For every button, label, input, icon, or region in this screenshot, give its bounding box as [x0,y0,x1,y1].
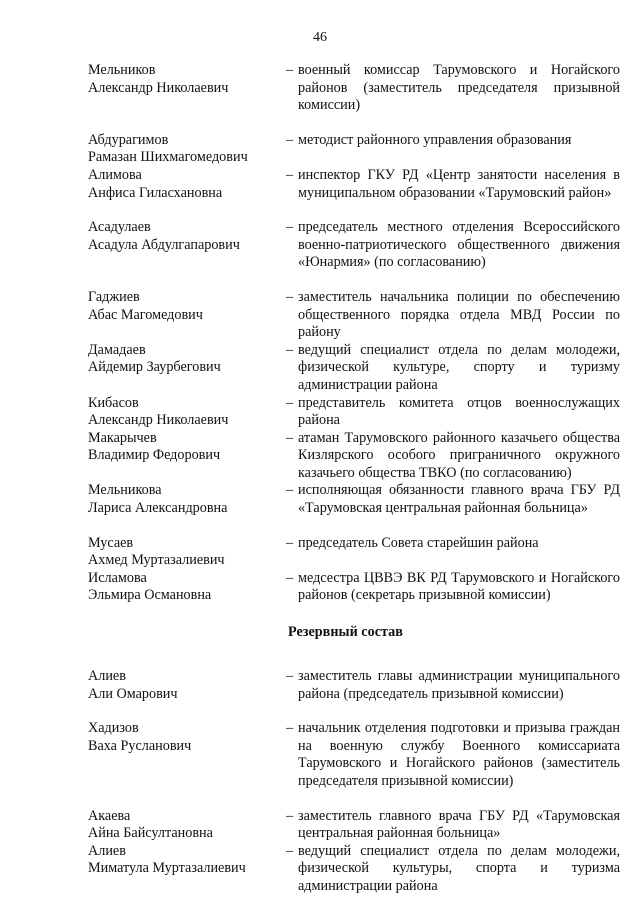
member-surname: Асадулаев [88,219,151,236]
dash: – [286,429,294,446]
member-role [286,167,620,202]
dash: – [286,62,294,78]
member-role [286,535,620,570]
member-role-text: инспектор ГКУ РД «Центр занятости населения в муниципальном образовании «Тарумовский район» [298,166,620,201]
dash: – [286,288,294,305]
dash: – [286,569,294,586]
list-item [0,535,640,570]
member-role-text: военный комиссар Тарумовского и Ногайского районов (заместитель председателя призывной комиссии) [298,62,620,114]
member-surname: Абдурагимов [88,131,169,148]
member-surname: Гаджиев [88,288,140,305]
member-surname: Мельников [88,62,156,78]
list-item [0,720,640,790]
member-given-name: Владимир Федорович [88,447,221,464]
member-given-name: Ваха Русланович [88,737,192,754]
dash: – [286,394,294,411]
member-role [286,720,620,790]
member-surname: Кибасов [88,394,139,411]
member-role-text: председатель Совета старейшин района [298,534,539,551]
member-given-name: Миматула Муртазалиевич [88,860,246,877]
member-given-name: Лариса Александровна [88,500,228,517]
dash: – [286,131,294,148]
dash: – [286,219,294,236]
member-given-name: Айна Байсултановна [88,825,213,842]
member-given-name: Асадула Абдулгапарович [88,236,240,253]
member-name [0,342,286,395]
dash: – [286,807,294,824]
member-role [286,395,620,430]
member-surname: Алиев [88,842,126,859]
member-role-text: ведущий специалист отдела по делам молодежи, физической культуры, спорта и туризма администрации района [298,842,620,894]
member-surname: Алимова [88,166,142,183]
member-given-name: Рамазан Шихмагомедович [88,149,248,166]
list-item [0,342,640,395]
member-name [0,430,286,483]
member-name [0,668,286,703]
list-item [0,430,640,483]
member-role [286,430,620,483]
member-role-text: исполняющая обязанности главного врача ГБУ РД «Тарумовская центральная районная больница» [298,482,620,517]
member-name [0,132,286,167]
list-item [0,843,640,896]
dash: – [286,166,294,183]
member-surname: Дамадаев [88,341,146,358]
member-name [0,482,286,517]
list-item [0,289,640,342]
member-surname: Макарычев [88,429,157,446]
member-surname: Мельникова [88,482,162,499]
member-given-name: Анфиса Гиласхановна [88,184,223,201]
reserve-section-heading: Резервный состав [288,624,403,641]
member-given-name: Александр Николаевич [88,79,229,96]
list-item [0,62,640,115]
member-name [0,395,286,430]
member-role [286,219,620,272]
member-name [0,720,286,790]
list-item [0,167,640,202]
member-given-name: Абас Магомедович [88,306,203,323]
dash: – [286,668,294,685]
list-item [0,570,640,605]
member-given-name: Али Омарович [88,685,178,702]
member-surname: Алиев [88,668,126,685]
member-role [286,132,620,167]
member-surname: Акаева [88,807,131,824]
list-item [0,132,640,167]
dash: – [286,341,294,358]
member-role-text: начальник отделения подготовки и призыва граждан на военную службу Военного комиссариата Тарумовского и Ногайского районов (заместитель председателя призывной комиссии) [298,720,620,789]
member-role-text: атаман Тарумовского районного казачьего общества Кизлярского особого приграничного окружного казачьего общества ТВКО (по согласованию) [298,429,620,481]
member-role-text: заместитель главы администрации муниципального района (председатель призывной комиссии) [298,668,620,702]
page-number: 46 [313,30,327,45]
member-name [0,289,286,342]
member-given-name: Айдемир Заурбегович [88,359,221,376]
member-role-text: заместитель главного врача ГБУ РД «Тарумовская центральная районная больница» [298,807,620,842]
member-role-text: представитель комитета отцов военнослужащих района [298,394,620,429]
list-item [0,395,640,430]
dash: – [286,482,294,499]
member-role-text: председатель местного отделения Всероссийского военно-патриотического общественного движения «Юнармия» (по согласованию) [298,219,620,271]
member-role [286,668,620,703]
member-name [0,808,286,843]
member-given-name: Ахмед Муртазалиевич [88,552,225,569]
member-surname: Хадизов [88,720,139,737]
member-role [286,289,620,342]
member-role-text: медсестра ЦВВЭ ВК РД Тарумовского и Ногайского районов (секретарь призывной комиссии) [298,569,620,604]
member-role-text: заместитель начальника полиции по обеспечению общественного порядка отдела МВД России по району [298,288,620,341]
member-given-name: Александр Николаевич [88,412,229,429]
member-given-name: Эльмира Османовна [88,587,212,604]
member-role [286,342,620,395]
dash: – [286,842,294,859]
member-surname: Исламова [88,569,147,586]
list-item [0,808,640,843]
commission-list [0,62,640,896]
member-name [0,167,286,202]
member-role [286,62,620,115]
member-role-text: методист районного управления образования [298,131,572,148]
member-name [0,219,286,272]
list-item [0,482,640,517]
dash: – [286,720,294,737]
dash: – [286,534,294,551]
member-name [0,62,286,115]
member-name [0,843,286,896]
member-surname: Мусаев [88,534,134,551]
list-item [0,668,640,703]
member-name [0,570,286,605]
member-name [0,535,286,570]
member-role [286,808,620,843]
member-role [286,570,620,605]
member-role-text: ведущий специалист отдела по делам молодежи, физической культуре, спорту и туризму администрации района [298,341,620,393]
member-role [286,843,620,896]
member-role [286,482,620,517]
list-item [0,219,640,272]
